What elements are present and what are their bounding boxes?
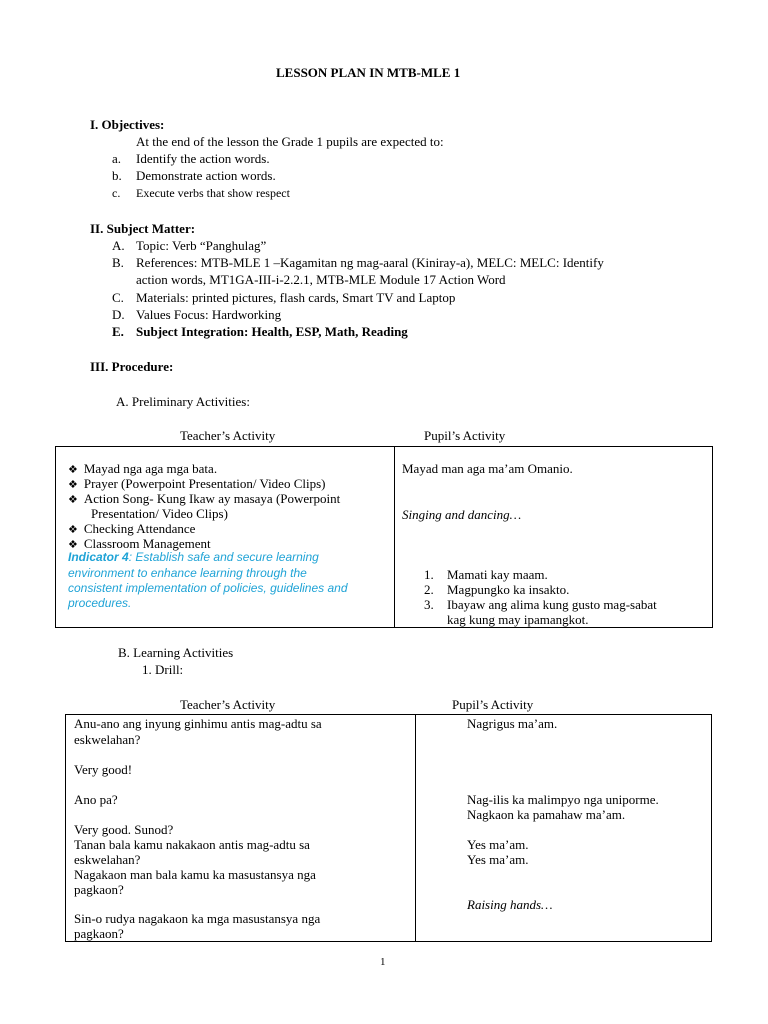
teacher-line: Tanan bala kamu nakakaon antis mag-adtu sa [74, 837, 310, 852]
subject-marker: E. [112, 324, 124, 339]
subject-item: References: MTB-MLE 1 –Kagamitan ng mag-aaral (Kiniray-a), MELC: MELC: Identify [136, 255, 604, 270]
pupil-activity-header: Pupil’s Activity [452, 697, 534, 712]
objectives-intro: At the end of the lesson the Grade 1 pupils are expected to: [136, 134, 444, 149]
subject-marker: B. [112, 255, 124, 270]
table-divider [394, 446, 395, 628]
pupil-list-item: Magpungko ka insakto. [447, 582, 570, 597]
subject-marker: C. [112, 290, 124, 305]
diamond-bullet-icon: ❖ [68, 524, 78, 536]
objective-item: Demonstrate action words. [136, 168, 276, 183]
pupil-line: Nagkaon ka pamahaw ma’am. [467, 807, 626, 822]
subject-item: action words, MT1GA-III-i-2.2.1, MTB-MLE Module 17 Action Word [136, 272, 506, 287]
procedure-heading: III. Procedure: [90, 359, 174, 374]
pupil-action: Singing and dancing… [402, 507, 522, 522]
indicator-note: Indicator 4: Establish safe and secure learning [68, 550, 319, 564]
preliminary-heading: A. Preliminary Activities: [116, 394, 250, 409]
teacher-line: eskwelahan? [74, 852, 141, 867]
pupil-greeting: Mayad man aga ma’am Omanio. [402, 461, 573, 476]
teacher-line: Very good. Sunod? [74, 822, 174, 837]
objective-marker: c. [112, 186, 121, 200]
teacher-line: pagkaon? [74, 926, 124, 941]
page-title: LESSON PLAN IN MTB-MLE 1 [276, 65, 461, 80]
subject-item: Subject Integration: Health, ESP, Math, Reading [136, 324, 408, 339]
diamond-bullet-icon: ❖ [68, 494, 78, 506]
teacher-line: pagkaon? [74, 882, 124, 897]
pupil-activity-header: Pupil’s Activity [424, 428, 506, 443]
teacher-bullet-continuation: Presentation/ Video Clips) [91, 506, 228, 521]
page-number: 1 [380, 956, 386, 968]
teacher-bullet: ❖ Action Song- Kung Ikaw ay masaya (Powerpoint [68, 491, 341, 506]
table-divider [415, 714, 416, 942]
teacher-bullet: ❖ Mayad nga aga mga bata. [68, 461, 218, 476]
pupil-list-continuation: kag kung may ipamangkot. [447, 612, 589, 627]
subject-marker: D. [112, 307, 125, 322]
teacher-bullet: ❖ Checking Attendance [68, 521, 196, 536]
teacher-activity-header: Teacher’s Activity [180, 697, 276, 712]
teacher-line: Nagakaon man bala kamu ka masustansya nga [74, 867, 316, 882]
pupil-line: Nagrigus ma’am. [467, 716, 558, 731]
indicator-note-line: environment to enhance learning through the [68, 566, 307, 580]
diamond-bullet-icon: ❖ [68, 539, 78, 551]
pupil-line: Raising hands… [467, 897, 553, 912]
teacher-line: eskwelahan? [74, 732, 141, 747]
indicator-label: Indicator 4 [68, 550, 129, 564]
diamond-bullet-icon: ❖ [68, 464, 78, 476]
subject-item: Values Focus: Hardworking [136, 307, 282, 322]
objective-item: Execute verbs that show respect [136, 186, 290, 200]
teacher-line: Ano pa? [74, 792, 118, 807]
teacher-line: Very good! [74, 762, 133, 777]
pupil-line: Nag-ilis ka malimpyo nga uniporme. [467, 792, 659, 807]
pupil-line: Yes ma’am. [467, 837, 529, 852]
teacher-bullet: ❖ Prayer (Powerpoint Presentation/ Video Clips) [68, 476, 326, 491]
objective-item: Identify the action words. [136, 151, 270, 166]
subject-marker: A. [112, 238, 125, 253]
pupil-line: Yes ma’am. [467, 852, 529, 867]
teacher-activity-header: Teacher’s Activity [180, 428, 276, 443]
teacher-bullet: ❖ Classroom Management [68, 536, 211, 551]
pupil-list-marker: 1. [424, 567, 434, 582]
teacher-line: Anu-ano ang inyung ginhimu antis mag-adtu sa [74, 716, 322, 731]
pupil-list-marker: 2. [424, 582, 434, 597]
learning-activities-heading: B. Learning Activities [118, 645, 234, 660]
drill-heading: 1. Drill: [142, 662, 184, 677]
subject-item: Topic: Verb “Panghulag” [136, 238, 267, 253]
pupil-list-marker: 3. [424, 597, 434, 612]
diamond-bullet-icon: ❖ [68, 479, 78, 491]
subject-matter-heading: II. Subject Matter: [90, 221, 196, 236]
indicator-note-line: procedures. [68, 596, 132, 610]
teacher-line: Sin-o rudya nagakaon ka mga masustansya nga [74, 911, 321, 926]
subject-item: Materials: printed pictures, flash cards, Smart TV and Laptop [136, 290, 456, 305]
pupil-list-item: Mamati kay maam. [447, 567, 548, 582]
objective-marker: a. [112, 151, 122, 166]
pupil-list-item: Ibayaw ang alima kung gusto mag-sabat [447, 597, 657, 612]
indicator-note-line: consistent implementation of policies, guidelines and [68, 581, 348, 595]
objective-marker: b. [112, 168, 122, 183]
objectives-heading: I. Objectives: [90, 117, 165, 132]
